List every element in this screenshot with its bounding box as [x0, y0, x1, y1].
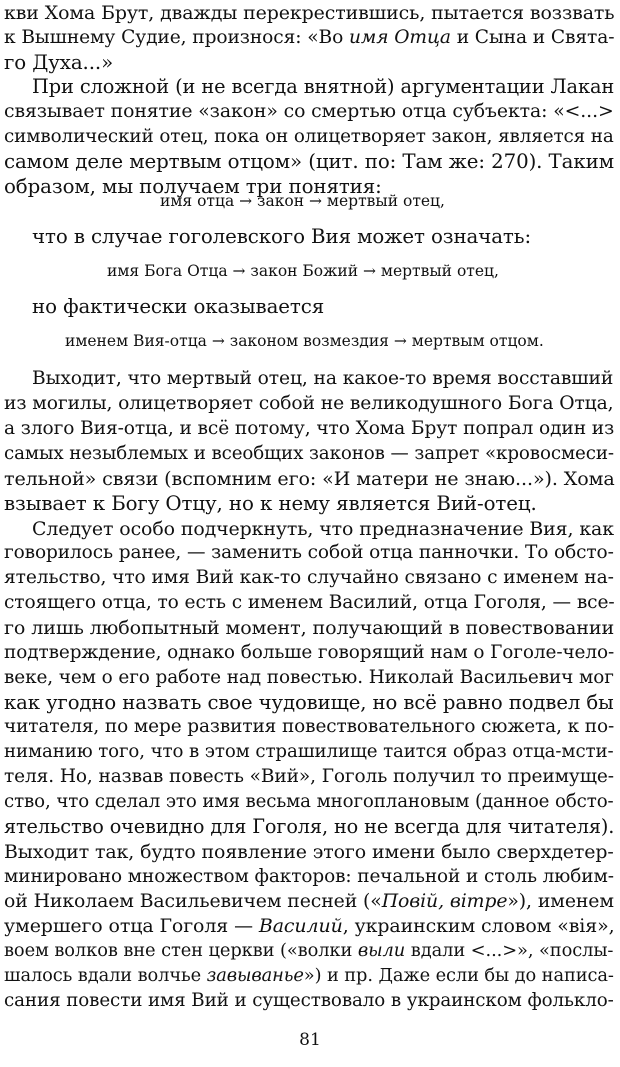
text-span: шалось вдали волчье: [4, 965, 202, 987]
paragraph-first-line: Следует особо подчеркнуть, что предназначение Вия, как: [32, 517, 614, 540]
text-span: и Сына и Свята-: [456, 26, 615, 48]
text-line: из могилы, олицетворяет собой не великодушного Бога Отца,: [4, 393, 614, 415]
text-span: »), именем: [507, 890, 614, 912]
text-span: ой Николаем Васильевичем песней («: [4, 890, 382, 912]
text-line: ниманию того, что в этом страшилище таится образ отца-мсти-: [4, 741, 614, 763]
text-line: тельной» связи (вспомним его: «И матери не знаю...»). Хома: [4, 467, 615, 490]
text-line: веке, чем о его работе над повестью. Николай Васильевич мог: [4, 666, 614, 688]
text-line: образом, мы получаем три понятия:: [4, 174, 382, 198]
text-line: [4, 965, 614, 987]
text-line: ятельство очевидно для Гоголя, но не всегда для читателя).: [4, 814, 615, 838]
text-line: минировано множеством факторов: печальной и столь любим-: [4, 865, 614, 887]
text-line: теля. Но, назвав повесть «Вий», Гоголь получил то преимуще-: [4, 766, 614, 788]
text-line: как угодно назвать свое чудовище, но всё равно подвел бы: [4, 690, 614, 714]
text-span: к Вышнему Судие, произнося: «Во: [4, 26, 344, 48]
text-line: [4, 940, 613, 962]
formula-line: именем Вия-отца → законом возмездия → мертвым отцом.: [65, 331, 544, 350]
text-line: Выходит так, будто появление этого имени было сверхдетер-: [4, 840, 614, 863]
text-line: кви Хома Брут, дважды перекрестившись, пытается воззвать: [4, 1, 615, 24]
text-line: [4, 891, 614, 913]
text-line: а злого Вия-отца, и всё потому, что Хома Брут попрал один из: [4, 418, 615, 440]
formula-line: имя отца → закон → мертвый отец,: [160, 191, 445, 210]
text-line: самых незыблемых и всеобщих законов — запрет «кровосмеси-: [4, 442, 614, 464]
italic-text: завыванье: [206, 965, 304, 987]
text-line: сания повести имя Вий и существовало в украинском фолькло-: [4, 990, 614, 1011]
text-line: связывает понятие «закон» со смертью отца субъекта: «<...>: [4, 101, 614, 123]
text-line: [4, 27, 614, 49]
text-line: подтверждение, однако больше говорящий нам о Гоголе-чело-: [4, 641, 615, 663]
text-line: взывает к Богу Отцу, но к нему является Вий-отец.: [4, 491, 537, 515]
text-line: го лишь любопытный момент, получающий в повествовании: [4, 617, 615, 640]
text-span: , украинским словом «вія»,: [342, 915, 615, 938]
italic-text: имя Отца: [349, 26, 451, 48]
text-line: ство, что сделал это имя весьма многоплановым (данное обсто-: [4, 791, 614, 813]
text-span: воем волков вне стен церкви («волки: [4, 940, 353, 962]
paragraph-first-line: Выходит, что мертвый отец, на какое-то время восставший: [32, 368, 614, 390]
connector-line: но фактически оказывается: [32, 294, 325, 318]
text-line: стоящего отца, то есть с именем Василий, отца Гоголя, — все-: [4, 592, 615, 614]
text-line: символический отец, пока он олицетворяет закон, является на: [4, 126, 614, 148]
formula-line: имя Бога Отца → закон Божий → мертвый отец,: [107, 261, 499, 280]
text-span: вдали <...>», «послы-: [410, 940, 614, 962]
text-line: го Духа...»: [4, 50, 114, 74]
italic-text: Василий: [258, 915, 343, 938]
page-number: 81: [299, 1030, 321, 1050]
connector-line: что в случае гоголевского Вия может означать:: [32, 224, 532, 248]
text-line: ятельство, что имя Вий как-то случайно связано с именем на-: [4, 567, 614, 589]
text-span: умершего отца Гоголя —: [4, 915, 253, 938]
text-line: говорилось ранее, — заменить собой отца панночки. То обсто-: [4, 542, 614, 564]
paragraph-first-line: При сложной (и не всегда внятной) аргументации Лакан: [32, 75, 615, 99]
text-line: самом деле мертвым отцом» (цит. по: Там же: 270). Таким: [4, 150, 614, 174]
italic-text: Повiй, вiтре: [381, 890, 508, 912]
text-span: ») и пр. Даже если бы до написа-: [303, 965, 614, 987]
book-page: [4, 0, 616, 1067]
text-line: [4, 915, 615, 937]
text-line: читателя, по мере развития повествовательного сюжета, к по-: [4, 716, 615, 738]
italic-text: выли: [357, 940, 406, 962]
